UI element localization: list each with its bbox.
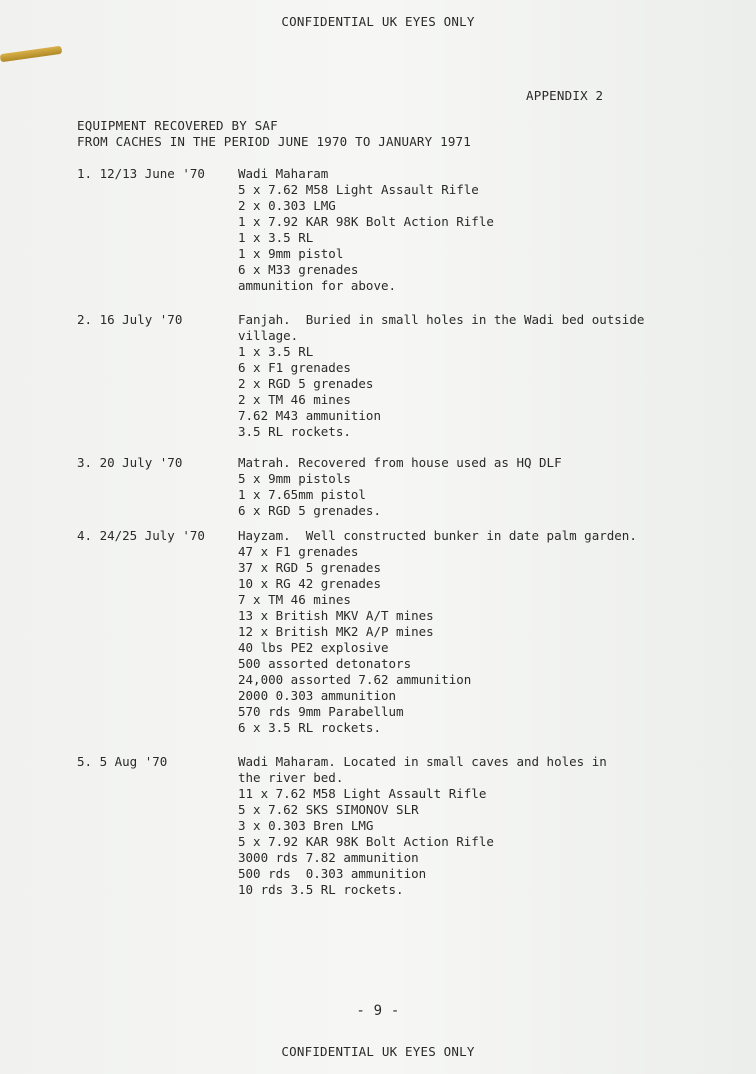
entry-line: 6 x F1 grenades bbox=[238, 360, 351, 375]
entry-line: 1 x 9mm pistol bbox=[238, 246, 344, 261]
entry-line: 1 x 3.5 RL bbox=[238, 344, 314, 359]
entry-line: ammunition for above. bbox=[238, 278, 397, 293]
entry-date: 5. 5 Aug '70 bbox=[77, 754, 168, 769]
entry-line: 5 x 7.62 SKS SIMONOV SLR bbox=[238, 802, 419, 817]
entry-line: 6 x RGD 5 grenades. bbox=[238, 503, 381, 518]
entry-line: 3.5 RL rockets. bbox=[238, 424, 351, 439]
entry-line: 2000 0.303 ammunition bbox=[238, 688, 397, 703]
entry-date: 1. 12/13 June '70 bbox=[77, 166, 205, 181]
entry-line: 3 x 0.303 Bren LMG bbox=[238, 818, 374, 833]
entry-line: 40 lbs PE2 explosive bbox=[238, 640, 389, 655]
document-title-line-2: FROM CACHES IN THE PERIOD JUNE 1970 TO JANUARY 1971 bbox=[77, 134, 472, 149]
staple-mark bbox=[0, 46, 62, 63]
entry-line: Wadi Maharam. Located in small caves and holes in bbox=[238, 754, 607, 769]
entry-line: Fanjah. Buried in small holes in the Wadi bed outside bbox=[238, 312, 645, 327]
entry-line: Matrah. Recovered from house used as HQ DLF bbox=[238, 455, 562, 470]
entry-line: 7.62 M43 ammunition bbox=[238, 408, 381, 423]
entry-line: 1 x 7.65mm pistol bbox=[238, 487, 366, 502]
entry-line: 2 x 0.303 LMG bbox=[238, 198, 336, 213]
entry-line: 47 x F1 grenades bbox=[238, 544, 359, 559]
entry-line: 13 x British MKV A/T mines bbox=[238, 608, 434, 623]
entry-line: 10 rds 3.5 RL rockets. bbox=[238, 882, 404, 897]
entry-line: 5 x 7.62 M58 Light Assault Rifle bbox=[238, 182, 479, 197]
appendix-label: APPENDIX 2 bbox=[526, 88, 604, 103]
entry-line: 37 x RGD 5 grenades bbox=[238, 560, 381, 575]
entry-line: 10 x RG 42 grenades bbox=[238, 576, 381, 591]
entry-lines bbox=[238, 528, 637, 736]
entry-lines bbox=[238, 312, 644, 440]
entry-line: village. bbox=[238, 328, 299, 343]
entry-date: 2. 16 July '70 bbox=[77, 312, 183, 327]
entry-lines bbox=[238, 754, 607, 898]
entry-line: 500 assorted detonators bbox=[238, 656, 412, 671]
entry-line: 6 x M33 grenades bbox=[238, 262, 359, 277]
entry-date: 4. 24/25 July '70 bbox=[77, 528, 205, 543]
entry-line: 7 x TM 46 mines bbox=[238, 592, 351, 607]
page-number: - 9 - bbox=[356, 1003, 400, 1019]
entry-lines bbox=[238, 166, 494, 294]
document-title-line-1: EQUIPMENT RECOVERED BY SAF bbox=[77, 118, 278, 133]
entry-line: 11 x 7.62 M58 Light Assault Rifle bbox=[238, 786, 487, 801]
entry-line: 1 x 3.5 RL bbox=[238, 230, 314, 245]
entry-lines bbox=[238, 455, 562, 519]
entry-line: 24,000 assorted 7.62 ammunition bbox=[238, 672, 472, 687]
entry-line: 2 x TM 46 mines bbox=[238, 392, 351, 407]
footer-classification: CONFIDENTIAL UK EYES ONLY bbox=[281, 1044, 475, 1059]
entry-line: 500 rds 0.303 ammunition bbox=[238, 866, 427, 881]
entry-line: the river bed. bbox=[238, 770, 344, 785]
entry-line: 570 rds 9mm Parabellum bbox=[238, 704, 404, 719]
entry-line: 6 x 3.5 RL rockets. bbox=[238, 720, 381, 735]
entry-date: 3. 20 July '70 bbox=[77, 455, 183, 470]
entry-line: 12 x British MK2 A/P mines bbox=[238, 624, 434, 639]
entry-line: Wadi Maharam bbox=[238, 166, 329, 181]
entry-line: 1 x 7.92 KAR 98K Bolt Action Rifle bbox=[238, 214, 494, 229]
entry-line: 5 x 7.92 KAR 98K Bolt Action Rifle bbox=[238, 834, 494, 849]
entry-line: 2 x RGD 5 grenades bbox=[238, 376, 374, 391]
entry-line: 3000 rds 7.82 ammunition bbox=[238, 850, 419, 865]
entry-line: Hayzam. Well constructed bunker in date palm garden. bbox=[238, 528, 637, 543]
entry-line: 5 x 9mm pistols bbox=[238, 471, 351, 486]
header-classification: CONFIDENTIAL UK EYES ONLY bbox=[281, 14, 475, 29]
